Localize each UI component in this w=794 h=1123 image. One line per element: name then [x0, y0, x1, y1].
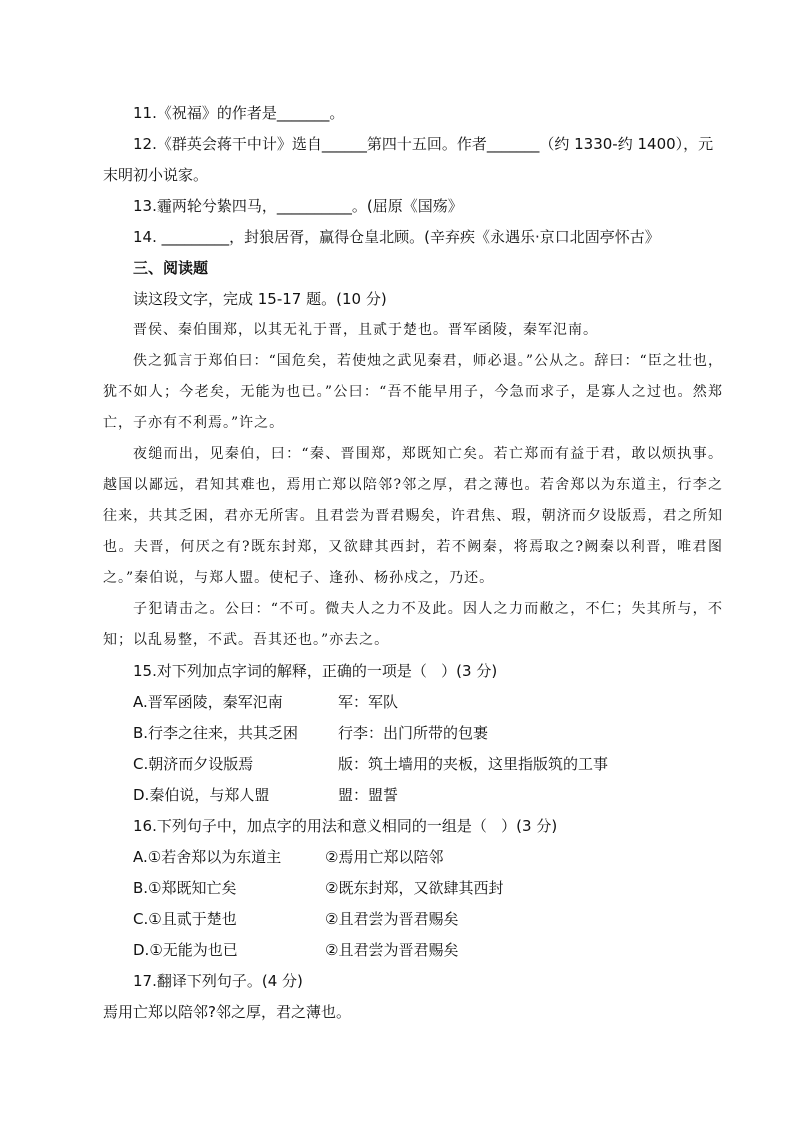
- option-explanation: 军：军队: [338, 693, 399, 711]
- option-sentence: C.朝济而夕设版焉: [133, 755, 254, 773]
- option-first: B.①郑既知亡矣: [133, 879, 237, 897]
- option-first: C.①且贰于楚也: [133, 910, 237, 928]
- passage-paragraph-3: 夜缒而出，见秦伯，曰：“秦、晋围郑，郑既知亡矣。若亡郑而有益于君，敢以烦执事。越国以鄙远，君知其难也，焉用亡郑以陪邻?邻之厚，君之薄也。若舍郑以为东道主，行李之往来，共其乏困，君亦无所害。且君尝为晋君赐矣，许君焦、瑕，朝济而夕设版焉，君之所知也。夫晋，何厌之有?既东封郑，又欲肆其西封，若不阙秦，将焉取之?阙秦以利晋，唯君图之。”秦伯说，与郑人盟。使杞子、逢孙、杨孙戍之，乃还。: [103, 446, 723, 586]
- question-12: 12.《群英会蒋干中计》选自______第四十五回。作者_______（约 1330-约 1400），元末明初小说家。: [103, 135, 714, 184]
- question-16-option-d: [103, 935, 723, 966]
- question-11: 11.《祝福》的作者是_______。: [133, 104, 345, 122]
- question-16-option-a: [103, 842, 723, 873]
- question-17-stem: 17.翻译下列句子。(4 分): [133, 972, 303, 990]
- option-explanation: 版：筑土墙用的夹板，这里指版筑的工事: [338, 755, 609, 773]
- passage-paragraph-2: 佚之狐言于郑伯曰：“国危矣，若使烛之武见秦君，师必退。”公从之。辞曰：“臣之壮也，犹不如人；今老矣，无能为也已。”公曰：“吾不能早用子，今急而求子，是寡人之过也。然郑亡，子亦有不利焉。”许之。: [103, 353, 723, 431]
- question-15-stem: 15.对下列加点字词的解释，正确的一项是（ ）(3 分): [133, 662, 498, 680]
- option-second: ②且君尝为晋君赐矣: [325, 910, 459, 928]
- option-first: D.①无能为也已: [133, 941, 238, 959]
- option-sentence: B.行李之往来，共其乏困: [133, 724, 299, 742]
- question-15-option-a: [103, 687, 723, 718]
- reading-intro: 读这段文字，完成 15-17 题。(10 分): [133, 290, 387, 308]
- question-16-option-b: [103, 873, 723, 904]
- passage-paragraph-4: 子犯请击之。公曰：“不可。微夫人之力不及此。因人之力而敝之，不仁；失其所与，不知；以乱易整，不武。吾其还也。”亦去之。: [103, 601, 723, 648]
- question-16-option-c: [103, 904, 723, 935]
- option-first: A.①若舍郑以为东道主: [133, 848, 282, 866]
- option-explanation: 行李：出门所带的包裹: [338, 724, 489, 742]
- question-14: 14. _________，封狼居胥，赢得仓皇北顾。(辛弃疾《永遇乐·京口北固亭怀古》: [133, 228, 660, 246]
- option-second: ②既东封郑，又欲肆其西封: [325, 879, 504, 897]
- option-sentence: A.晋军函陵，秦军氾南: [133, 693, 283, 711]
- question-16-stem: 16.下列句子中，加点字的用法和意义相同的一组是（ ）(3 分): [133, 817, 558, 835]
- question-15-option-d: [103, 780, 723, 811]
- section-title-reading: 三、阅读题: [133, 259, 209, 277]
- question-15-option-b: [103, 718, 723, 749]
- document-page: [103, 98, 723, 1028]
- option-second: ②且君尝为晋君赐矣: [325, 941, 459, 959]
- question-13: 13.霾两轮兮絷四马，__________。(屈原《国殇》: [133, 197, 463, 215]
- passage-paragraph-1: 晋侯、秦伯围郑，以其无礼于晋，且贰于楚也。晋军函陵，秦军氾南。: [133, 322, 598, 338]
- question-17-sentence: 焉用亡郑以陪邻?邻之厚，君之薄也。: [103, 1003, 351, 1021]
- option-second: ②焉用亡郑以陪邻: [325, 848, 444, 866]
- option-explanation: 盟：盟誓: [338, 786, 399, 804]
- option-sentence: D.秦伯说，与郑人盟: [133, 786, 270, 804]
- question-15-option-c: [103, 749, 723, 780]
